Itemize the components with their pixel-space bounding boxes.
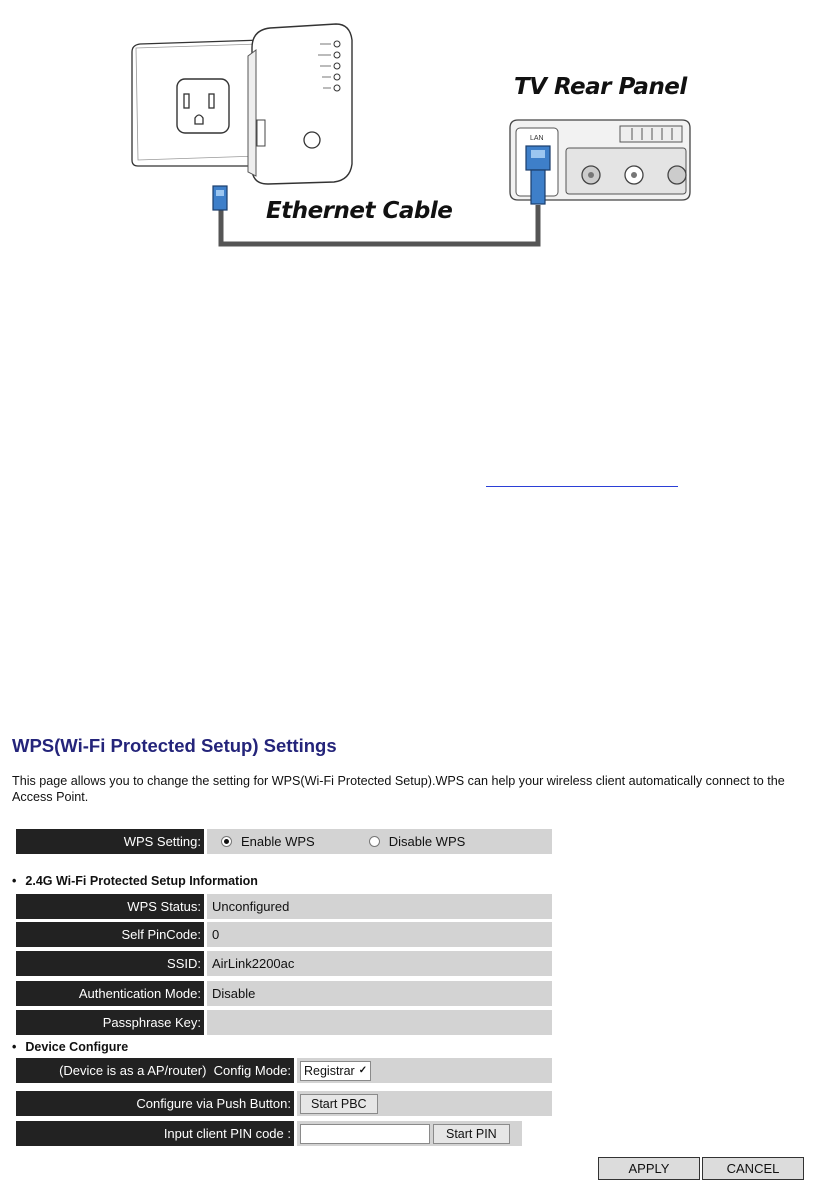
info-row xyxy=(16,922,552,947)
passphrase-key-value xyxy=(207,1010,552,1035)
config-mode-select[interactable] xyxy=(300,1061,371,1081)
page-title: WPS(Wi-Fi Protected Setup) Settings xyxy=(12,735,337,756)
ssid-value: AirLink2200ac xyxy=(207,951,552,976)
info-row xyxy=(16,1010,552,1035)
self-pincode-label: Self PinCode: xyxy=(16,922,204,947)
auth-mode-value: Disable xyxy=(207,981,552,1006)
disable-wps-radio[interactable] xyxy=(369,836,380,847)
info-section-heading: • 2.4G Wi-Fi Protected Setup Information xyxy=(12,874,258,888)
info-section-title: 2.4G Wi-Fi Protected Setup Information xyxy=(25,874,258,888)
disable-wps-text: Disable WPS xyxy=(388,834,466,849)
pin-code-input[interactable] xyxy=(300,1124,430,1144)
enable-wps-radio[interactable] xyxy=(221,836,232,847)
connection-illustration xyxy=(0,0,831,280)
config-mode-cell xyxy=(297,1058,552,1083)
cancel-button[interactable]: CANCEL xyxy=(702,1157,804,1180)
tv-rear-panel-label: TV Rear Panel xyxy=(514,74,687,100)
device-section-heading: • Device Configure xyxy=(12,1040,129,1054)
wps-status-label: WPS Status: xyxy=(16,894,204,919)
left-rj45-connector xyxy=(213,186,227,210)
self-pincode-value: 0 xyxy=(207,922,552,947)
config-mode-row xyxy=(16,1058,552,1083)
pin-code-cell xyxy=(297,1121,522,1146)
apply-button[interactable]: APPLY xyxy=(598,1157,700,1180)
push-button-label: Configure via Push Button: xyxy=(16,1091,294,1116)
wifi-extender-device xyxy=(248,24,352,184)
passphrase-key-label: Passphrase Key: xyxy=(16,1010,204,1035)
wps-status-value: Unconfigured xyxy=(207,894,552,919)
pin-code-label: Input client PIN code : xyxy=(16,1121,294,1146)
info-row xyxy=(16,951,552,976)
ethernet-cable-label: Ethernet Cable xyxy=(266,198,453,224)
ssid-label: SSID: xyxy=(16,951,204,976)
disable-wps-option[interactable] xyxy=(369,834,466,849)
page-description: This page allows you to change the setting for WPS(Wi-Fi Protected Setup).WPS can help your wireless client automatically connect to the Access Point. xyxy=(12,774,785,804)
chevron-down-icon: ✓ xyxy=(358,1065,368,1076)
config-mode-value: Registrar xyxy=(304,1063,355,1078)
device-section-title: Device Configure xyxy=(25,1040,129,1054)
config-mode-label: (Device is as a AP/router) Config Mode: xyxy=(16,1058,294,1083)
auth-mode-label: Authentication Mode: xyxy=(16,981,204,1006)
hyperlink-underline[interactable] xyxy=(486,486,678,487)
wps-setting-row xyxy=(16,829,552,854)
start-pbc-button[interactable]: Start PBC xyxy=(300,1094,378,1114)
enable-wps-text: Enable WPS xyxy=(241,834,315,849)
wps-setting-label: WPS Setting: xyxy=(16,829,204,854)
enable-wps-option[interactable] xyxy=(221,834,315,849)
push-button-cell xyxy=(297,1091,552,1116)
lan-port-label: LAN xyxy=(530,135,544,142)
wps-setting-options xyxy=(207,829,552,854)
info-row xyxy=(16,894,552,919)
connection-diagram xyxy=(0,0,831,280)
start-pin-button[interactable]: Start PIN xyxy=(433,1124,510,1144)
info-row xyxy=(16,981,552,1006)
push-button-row xyxy=(16,1091,552,1116)
pin-code-row xyxy=(16,1121,522,1146)
